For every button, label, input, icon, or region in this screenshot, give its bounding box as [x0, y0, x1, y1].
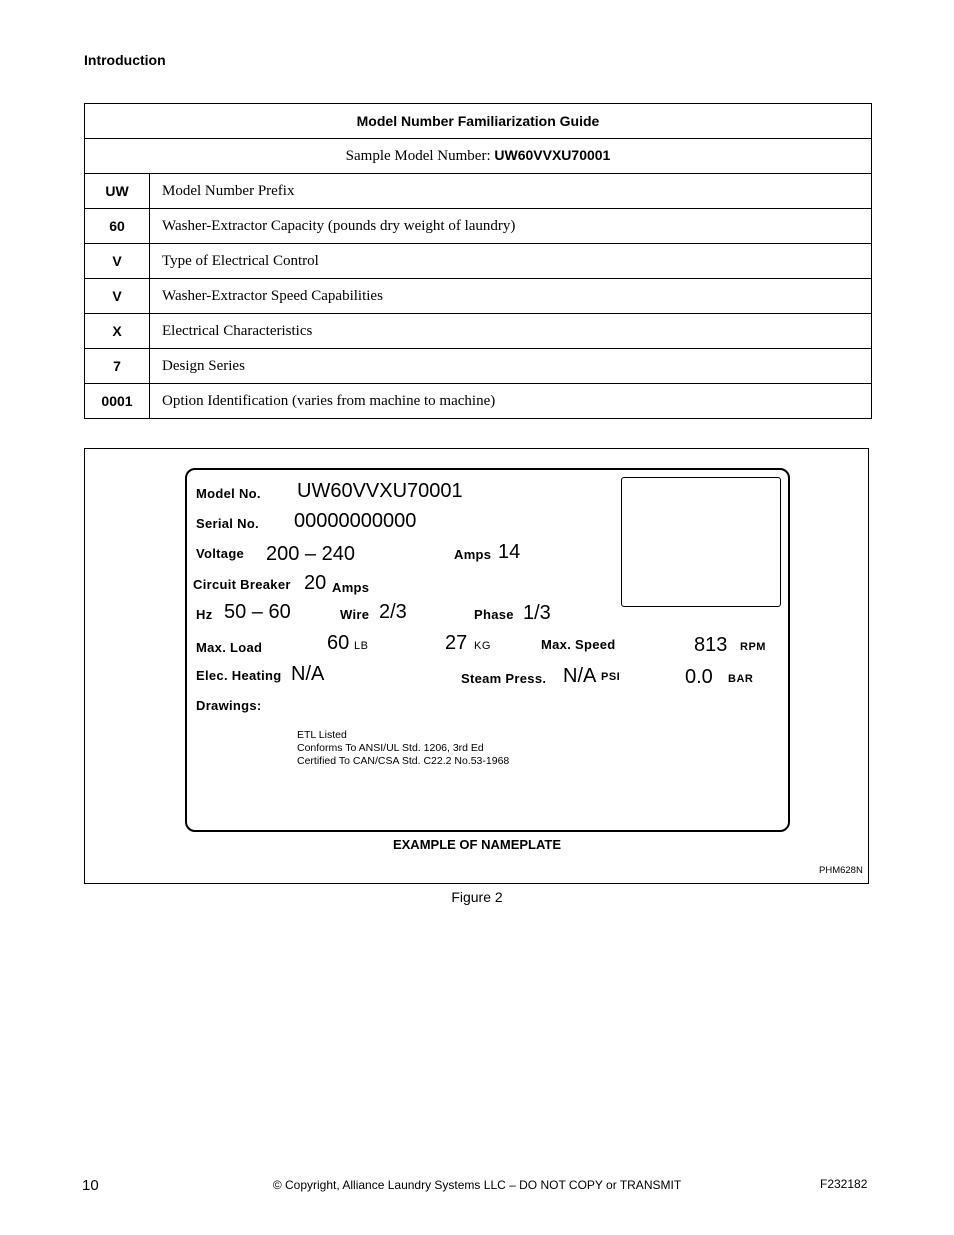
- section-title: Introduction: [84, 52, 166, 68]
- row-code: 60: [85, 209, 150, 244]
- table-row: [85, 349, 872, 384]
- table-row: [85, 174, 872, 209]
- circuit-breaker-unit: Amps: [332, 580, 370, 595]
- row-code: V: [85, 244, 150, 279]
- voltage-value: 200 – 240: [266, 543, 355, 565]
- hz-value: 50 – 60: [224, 601, 291, 623]
- etl-listed-line: ETL Listed: [297, 729, 347, 741]
- table-header-row: [85, 104, 872, 139]
- max-load-lb-value: 60: [327, 632, 350, 654]
- model-value: UW60VVXU70001: [297, 480, 463, 502]
- lb-unit: LB: [354, 640, 369, 652]
- circuit-breaker-value: 20: [304, 572, 327, 594]
- max-speed-value: 813: [694, 634, 728, 656]
- row-code: X: [85, 314, 150, 349]
- wire-label: Wire: [340, 607, 370, 622]
- figure-caption: EXAMPLE OF NAMEPLATE: [392, 837, 562, 852]
- table-title: Model Number Familiarization Guide: [85, 104, 872, 139]
- row-description: Electrical Characteristics: [150, 314, 872, 349]
- sample-model-cell: [85, 139, 872, 174]
- circuit-breaker-label: Circuit Breaker: [193, 577, 291, 592]
- row-code: V: [85, 279, 150, 314]
- row-description: Washer-Extractor Speed Capabilities: [150, 279, 872, 314]
- document-id: F232182: [820, 1177, 868, 1191]
- steam-press-label: Steam Press.: [461, 671, 547, 686]
- row-description: Model Number Prefix: [150, 174, 872, 209]
- certification-text: [297, 729, 509, 768]
- sample-row: [85, 139, 872, 174]
- sample-label: Sample Model Number:: [345, 148, 491, 164]
- model-label: Model No.: [196, 486, 261, 501]
- table-row: [85, 279, 872, 314]
- model-number-guide-table: [84, 103, 872, 419]
- copyright-notice: © Copyright, Alliance Laundry Systems LLC – DO NOT COPY or TRANSMIT: [272, 1178, 682, 1192]
- phase-label: Phase: [474, 607, 514, 622]
- figure-code: PHM628N: [819, 865, 863, 876]
- max-load-kg-value: 27: [445, 632, 468, 654]
- hz-label: Hz: [196, 607, 213, 622]
- psi-unit: PSI: [601, 671, 621, 683]
- row-code: UW: [85, 174, 150, 209]
- row-description: Design Series: [150, 349, 872, 384]
- voltage-label: Voltage: [196, 546, 245, 561]
- table-row: [85, 314, 872, 349]
- wire-value: 2/3: [379, 601, 407, 623]
- row-description: Option Identification (varies from machine to machine): [150, 384, 872, 419]
- ansi-ul-line: Conforms To ANSI/UL Std. 1206, 3rd Ed: [297, 742, 484, 754]
- figure-label: Figure 2: [451, 889, 503, 905]
- nameplate-window: [621, 477, 781, 607]
- can-csa-line: Certified To CAN/CSA Std. C22.2 No.53-1968: [297, 755, 510, 767]
- row-description: Washer-Extractor Capacity (pounds dry weight of laundry): [150, 209, 872, 244]
- phase-value: 1/3: [523, 602, 551, 624]
- steam-press-bar-value: 0.0: [685, 666, 713, 688]
- bar-unit: BAR: [728, 673, 754, 685]
- amps-label: Amps: [454, 547, 492, 562]
- table-row: [85, 244, 872, 279]
- elec-heating-label: Elec. Heating: [196, 668, 282, 683]
- rpm-unit: RPM: [740, 641, 766, 653]
- table-row: [85, 384, 872, 419]
- page-number: 10: [82, 1177, 99, 1194]
- row-description: Type of Electrical Control: [150, 244, 872, 279]
- steam-press-psi-value: N/A: [563, 665, 597, 687]
- row-code: 7: [85, 349, 150, 384]
- kg-unit: KG: [474, 640, 491, 652]
- table-row: [85, 209, 872, 244]
- sample-model-number: UW60VVXU70001: [494, 147, 611, 163]
- elec-heating-value: N/A: [291, 663, 325, 685]
- serial-value: 00000000000: [294, 510, 417, 532]
- serial-label: Serial No.: [196, 516, 259, 531]
- amps-value: 14: [498, 541, 521, 563]
- row-code: 0001: [85, 384, 150, 419]
- drawings-label: Drawings:: [196, 698, 262, 713]
- max-load-label: Max. Load: [196, 640, 263, 655]
- max-speed-label: Max. Speed: [541, 637, 616, 652]
